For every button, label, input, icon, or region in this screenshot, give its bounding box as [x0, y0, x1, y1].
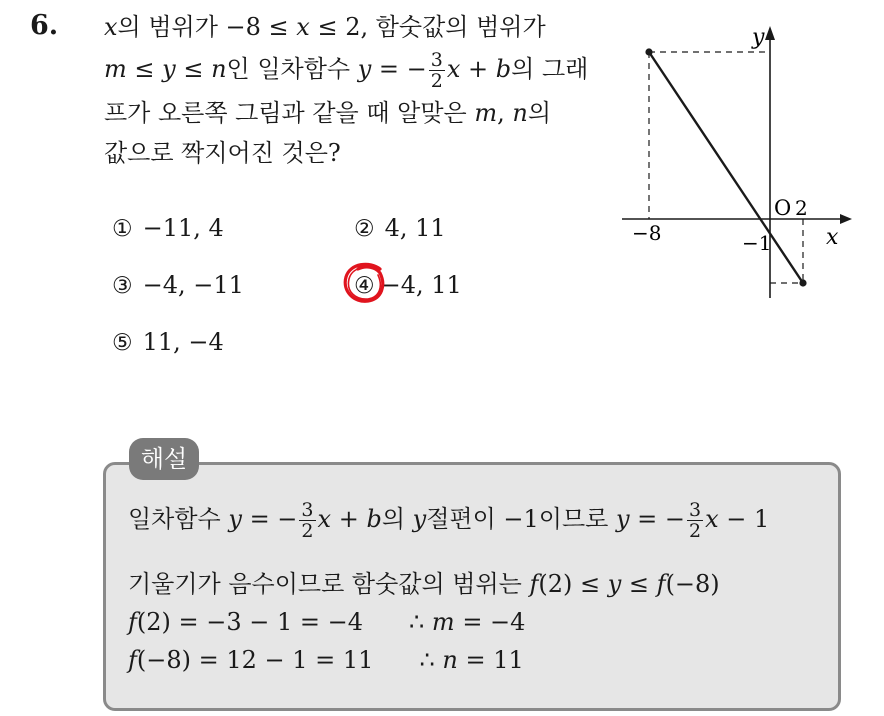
fraction — [299, 500, 315, 541]
text: , — [497, 99, 513, 127]
text: = −4 — [454, 608, 526, 636]
option-text: −4, 11 — [380, 271, 462, 299]
therefore-text: ∴ — [419, 646, 443, 674]
var-y: y — [228, 505, 242, 533]
option-mark: ② — [354, 216, 375, 242]
option-1[interactable] — [112, 213, 224, 244]
var-n: n — [442, 646, 458, 674]
text: ≤ — [175, 55, 212, 83]
solution-line-3 — [128, 606, 525, 638]
therefore-text: ∴ — [409, 608, 432, 636]
var-y: y — [607, 570, 622, 598]
option-text: −4, −11 — [142, 271, 244, 299]
text: 의 범위가 −8 ≤ — [117, 13, 297, 41]
fraction — [687, 500, 703, 541]
text: = − — [629, 505, 685, 533]
selection-circle-icon — [340, 259, 392, 307]
var-b: b — [495, 55, 512, 83]
var-y: y — [412, 505, 427, 533]
solution-line-2 — [128, 568, 720, 600]
function-graph — [618, 18, 854, 302]
text: + — [460, 55, 496, 83]
numerator: 3 — [689, 499, 702, 521]
text: 의 — [381, 505, 413, 533]
var-x: x — [104, 13, 118, 41]
fraction — [429, 50, 445, 91]
numerator: 3 — [301, 499, 314, 521]
text: ≤ — [126, 55, 163, 83]
tick-label-2: 2 — [795, 196, 808, 220]
x-axis-arrow-icon — [840, 214, 852, 224]
option-text: 4, 11 — [384, 214, 446, 242]
text: ≤ 2, 함숫값의 범위가 — [309, 13, 546, 41]
question-line-4: 값으로 짝지어진 것은? — [104, 139, 341, 167]
var-f: f — [128, 646, 137, 674]
option-mark: ④ — [354, 273, 375, 299]
option-2[interactable] — [354, 213, 446, 244]
text: = − — [371, 55, 427, 83]
function-line — [649, 52, 803, 283]
denominator: 2 — [301, 520, 314, 542]
var-y: y — [162, 55, 176, 83]
text: 일차함수 — [128, 505, 229, 533]
var-n: n — [211, 55, 227, 83]
text: ≤ — [621, 570, 657, 598]
denominator: 2 — [430, 70, 443, 92]
var-b: b — [366, 505, 382, 533]
solution-line-4 — [128, 644, 524, 676]
text: 기울기가 음수이므로 함숫값의 범위는 — [128, 570, 530, 598]
var-m: m — [104, 55, 127, 83]
text: 의 그래 — [511, 55, 589, 83]
solution-badge: 해설 — [129, 438, 199, 480]
numerator: 3 — [430, 49, 443, 71]
var-f: f — [656, 570, 666, 598]
y-axis-arrow-icon — [765, 26, 775, 40]
var-x: x — [446, 55, 461, 83]
var-x: x — [705, 505, 719, 533]
var-n: n — [512, 99, 528, 127]
question-line-1 — [104, 10, 546, 44]
denominator: 2 — [689, 520, 702, 542]
y-axis-label: y — [752, 25, 765, 50]
text: (2) = −3 − 1 = −4 — [136, 608, 364, 636]
question-number: 6. — [30, 10, 59, 41]
option-text: −11, 4 — [142, 214, 224, 242]
var-m: m — [474, 99, 498, 127]
option-mark: ③ — [112, 273, 133, 299]
question-line-3 — [104, 96, 551, 130]
text: 의 — [527, 99, 552, 127]
option-5[interactable] — [112, 327, 224, 358]
tick-label-neg8: −8 — [632, 221, 662, 245]
text: 인 일차함수 — [226, 55, 358, 83]
option-mark: ① — [112, 216, 133, 242]
option-text: 11, −4 — [142, 328, 224, 356]
question-line-2 — [104, 50, 588, 91]
text: = 11 — [457, 646, 524, 674]
x-axis-label: x — [826, 225, 839, 250]
text: (−8) — [665, 570, 720, 598]
origin-label: O — [774, 196, 792, 220]
var-x: x — [317, 505, 332, 533]
text: = − — [241, 505, 298, 533]
text: 프가 오른쪽 그림과 같을 때 알맞은 — [104, 99, 475, 127]
tick-label-neg1: −1 — [742, 231, 772, 255]
var-x: x — [296, 13, 310, 41]
endpoint-left — [645, 48, 652, 55]
text: + — [331, 505, 367, 533]
text: (2) ≤ — [538, 570, 608, 598]
var-y: y — [357, 55, 372, 83]
option-3[interactable] — [112, 270, 244, 301]
text: (−8) = 12 − 1 = 11 — [136, 646, 374, 674]
option-mark: ⑤ — [112, 330, 133, 356]
var-y: y — [615, 505, 630, 533]
var-m: m — [431, 608, 455, 636]
solution-line-1 — [128, 500, 769, 541]
var-f: f — [128, 608, 137, 636]
text: − 1 — [718, 505, 770, 533]
text: 절편이 −1이므로 — [426, 505, 616, 533]
var-f: f — [529, 570, 539, 598]
endpoint-right — [799, 279, 806, 286]
